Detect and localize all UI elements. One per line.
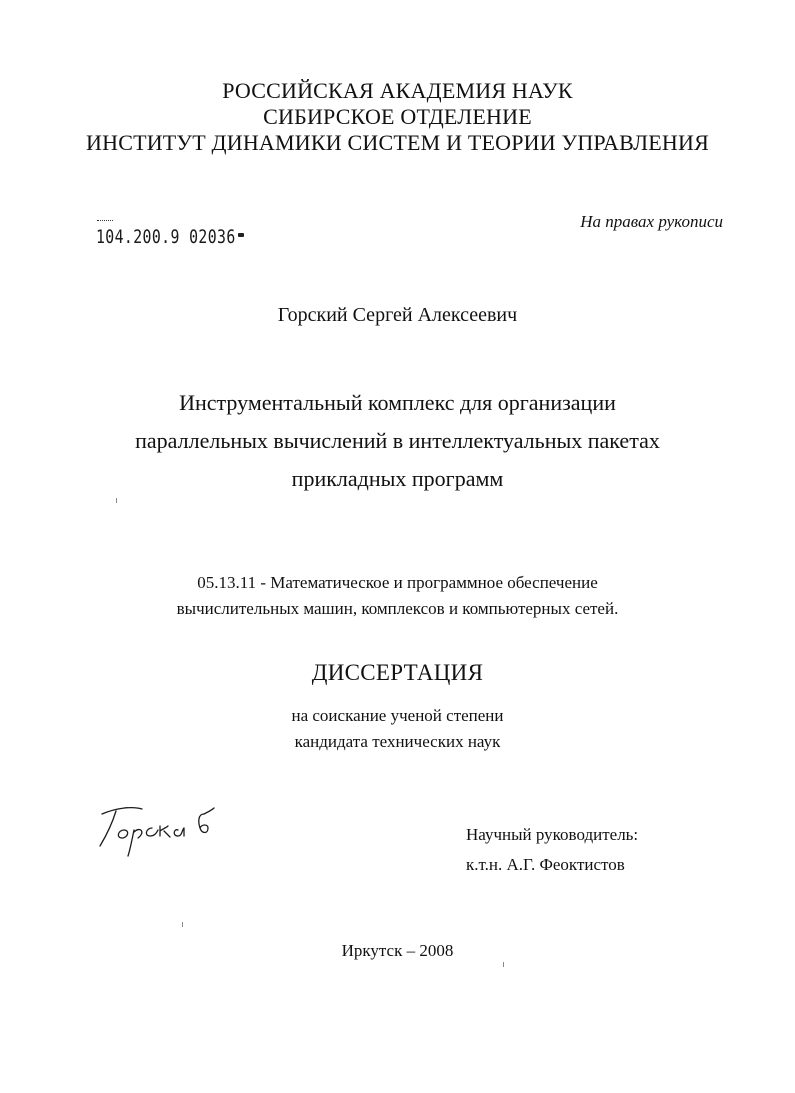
scan-speck-decoration	[116, 498, 120, 503]
scientific-advisor	[466, 820, 638, 880]
advisor-label: Научный руководитель:	[466, 825, 639, 844]
stamp-dots-decoration	[97, 220, 113, 223]
specialty-line-1: 05.13.11 - Математическое и программное обеспечение	[197, 573, 598, 592]
scan-speck-decoration	[503, 962, 507, 967]
specialty-line-2: вычислительных машин, комплексов и компьютерных сетей.	[176, 599, 619, 618]
city-year: Иркутск – 2008	[341, 941, 454, 960]
specialty-code	[0, 570, 795, 622]
header-line-institute: ИНСТИТУТ ДИНАМИКИ СИСТЕМ И ТЕОРИИ УПРАВЛЕНИЯ	[86, 130, 709, 155]
title-line-1: Инструментальный комплекс для организации	[179, 390, 616, 415]
degree-statement	[0, 703, 795, 755]
author-signature	[94, 800, 224, 858]
advisor-name: к.т.н. А.Г. Феоктистов	[466, 855, 625, 874]
stamp-number: 104.200.9 02036	[96, 226, 236, 248]
institution-header	[0, 78, 795, 156]
title-line-2: параллельных вычислений в интеллектуальных пакетах	[135, 428, 660, 453]
header-line-academy: РОССИЙСКАЯ АКАДЕМИЯ НАУК	[222, 78, 573, 103]
rights-note: На правах рукописи	[580, 212, 723, 231]
dissertation-title	[0, 384, 795, 498]
degree-line-2: кандидата технических наук	[294, 732, 501, 751]
title-line-3: прикладных программ	[291, 466, 504, 491]
scan-speck-decoration	[182, 922, 186, 927]
header-line-branch: СИБИРСКОЕ ОТДЕЛЕНИЕ	[263, 104, 532, 129]
document-type: ДИССЕРТАЦИЯ	[311, 660, 484, 685]
author-name: Горский Сергей Алексеевич	[277, 304, 518, 326]
degree-line-1: на соискание ученой степени	[291, 706, 504, 725]
stamp-mark-decoration	[238, 233, 244, 237]
